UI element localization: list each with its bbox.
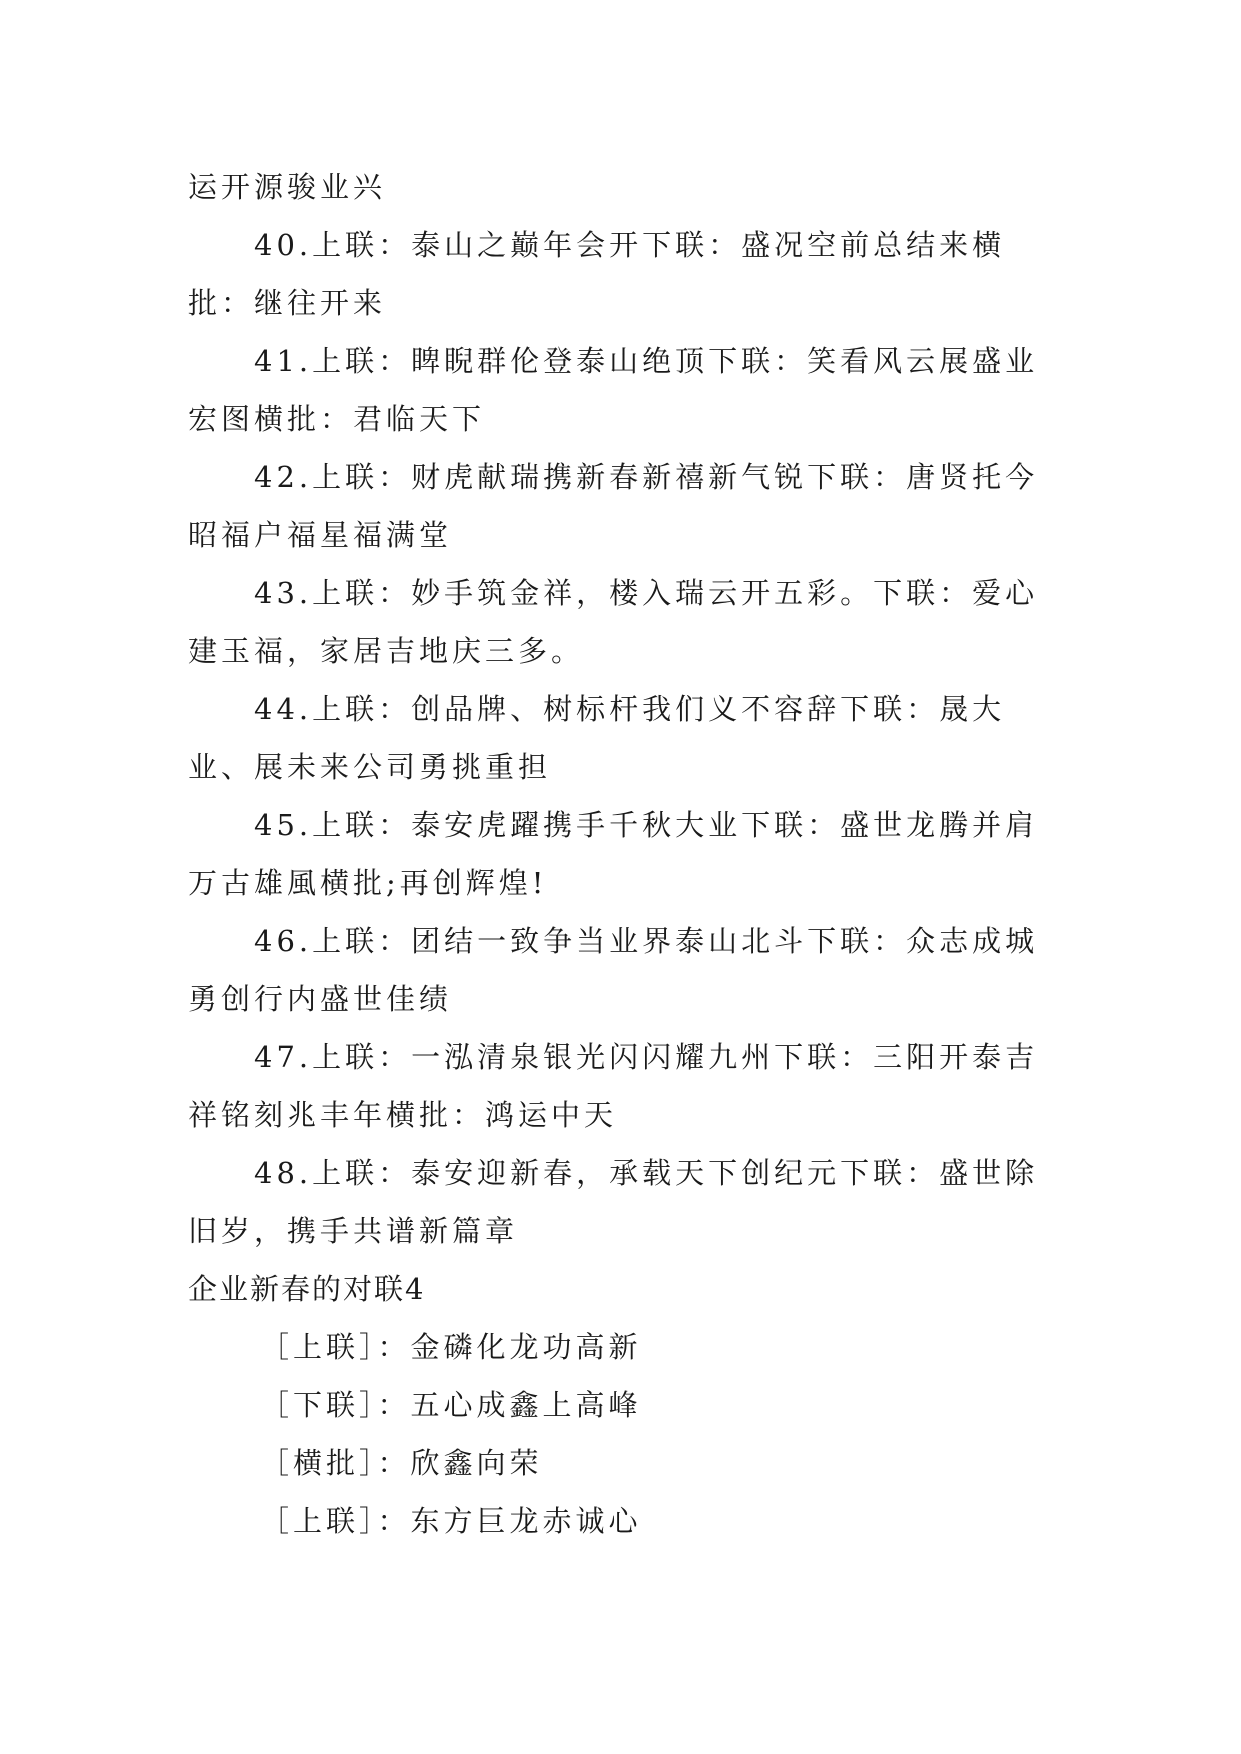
couplet-upper-line-2: ［上联］：东方巨龙赤诚心 [260,1504,642,1538]
couplet-item-41: 41.上联：睥睨群伦登泰山绝顶下联：笑看风云展盛业宏图横批：君临天下 [188,344,1039,436]
couplet-item-45: 45.上联：泰安虎躍携手千秋大业下联：盛世龙腾并肩万古雄風横批;再创辉煌! [188,808,1039,900]
paragraph-continuation: 运开源骏业兴 [188,170,387,204]
couplet-item-40: 40.上联：泰山之巅年会开下联：盛况空前总结来横批：继往开来 [188,228,1006,320]
couplet-item-46: 46.上联：团结一致争当业界泰山北斗下联：众志成城勇创行内盛世佳绩 [188,924,1039,1016]
couplet-horizontal-scroll: ［横批］：欣鑫向荣 [260,1446,543,1480]
couplet-item-44: 44.上联：创品牌、树标杆我们义不容辞下联：晟大业、展未来公司勇挑重担 [188,692,1006,784]
section-heading: 企业新春的对联4 [188,1272,426,1306]
couplet-item-47: 47.上联：一泓清泉银光闪闪耀九州下联：三阳开泰吉祥铭刻兆丰年横批：鸿运中天 [188,1040,1039,1132]
couplet-upper-line: ［上联］：金磷化龙功高新 [260,1330,642,1364]
couplet-lower-line: ［下联］：五心成鑫上高峰 [260,1388,642,1422]
couplet-item-48: 48.上联：泰安迎新春，承载天下创纪元下联：盛世除旧岁，携手共谱新篇章 [188,1156,1039,1248]
couplet-item-43: 43.上联：妙手筑金祥，楼入瑞云开五彩。下联：爱心建玉福，家居吉地庆三多。 [188,576,1039,668]
document-body [188,158,1068,1550]
couplet-item-42: 42.上联：财虎献瑞携新春新禧新气锐下联：唐贤托今昭福户福星福满堂 [188,460,1039,552]
